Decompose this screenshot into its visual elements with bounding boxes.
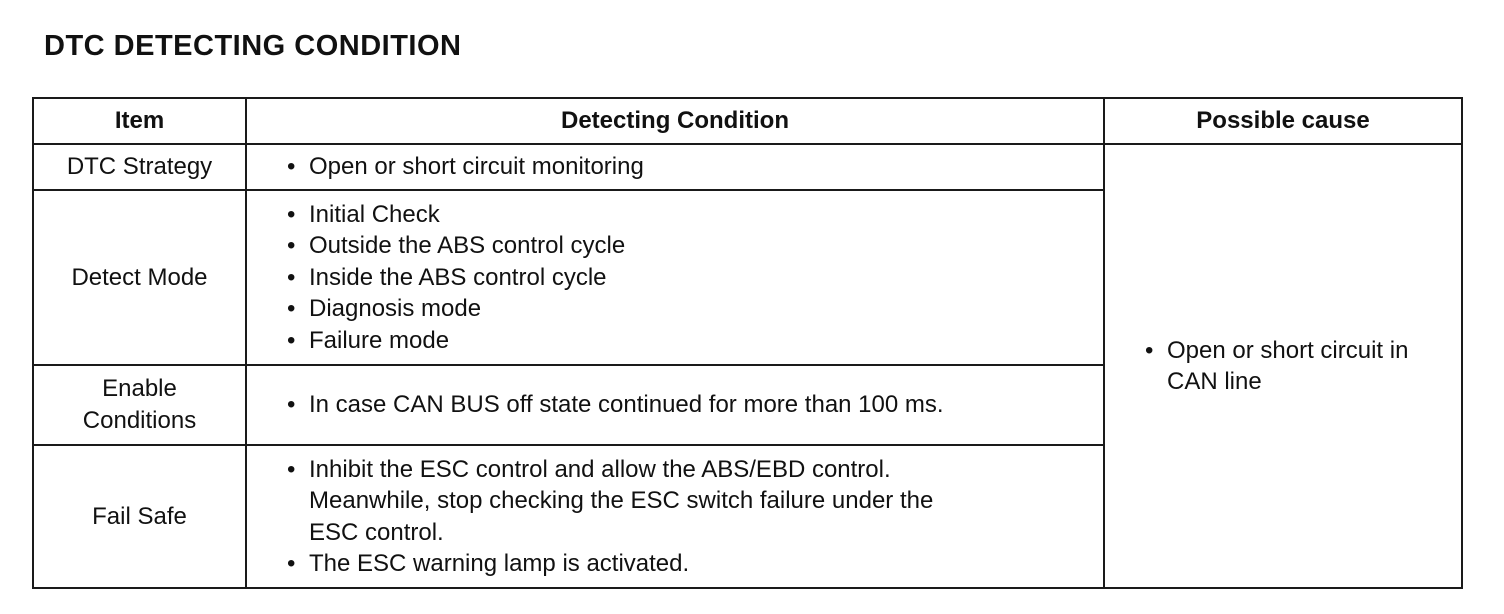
list-item: • Failure mode — [287, 325, 1091, 357]
condition-list — [287, 454, 1091, 580]
list-item: • The ESC warning lamp is activated. — [287, 548, 1091, 580]
condition-list — [287, 151, 1091, 183]
possible-cause-cell — [1104, 144, 1462, 588]
item-label-line: Enable — [102, 375, 177, 402]
row-item-enable-conditions — [33, 365, 246, 445]
list-item: • Diagnosis mode — [287, 293, 1091, 325]
column-header-item: Item — [33, 98, 246, 144]
row-item-dtc-strategy: DTC Strategy — [33, 144, 246, 190]
table-row — [33, 144, 1462, 190]
row-condition-fail-safe — [246, 445, 1104, 588]
table-header-row — [33, 98, 1462, 144]
row-item-fail-safe: Fail Safe — [33, 445, 246, 588]
row-item-detect-mode: Detect Mode — [33, 190, 246, 365]
list-item: • Open or short circuit monitoring — [287, 151, 1091, 183]
row-condition-enable-conditions — [246, 365, 1104, 445]
condition-list — [287, 389, 1091, 421]
list-item: • Initial Check — [287, 199, 1091, 231]
row-condition-dtc-strategy — [246, 144, 1104, 190]
list-item: • Inhibit the ESC control and allow the ABS/EBD control. Meanwhile, stop checking the ESC switch failure under the ESC control. — [287, 454, 949, 549]
possible-cause-list — [1145, 335, 1441, 398]
list-item: • Open or short circuit in CAN line — [1145, 335, 1441, 398]
list-item: • In case CAN BUS off state continued for more than 100 ms. — [287, 389, 1091, 421]
column-header-detecting-condition: Detecting Condition — [246, 98, 1104, 144]
list-item: • Inside the ABS control cycle — [287, 262, 1091, 294]
page-title: DTC DETECTING CONDITION — [44, 30, 462, 62]
item-label-line: Conditions — [82, 407, 197, 434]
list-item: • Outside the ABS control cycle — [287, 230, 1091, 262]
condition-list — [287, 199, 1091, 357]
row-condition-detect-mode — [246, 190, 1104, 365]
column-header-possible-cause: Possible cause — [1104, 98, 1462, 144]
dtc-condition-table — [32, 97, 1463, 589]
